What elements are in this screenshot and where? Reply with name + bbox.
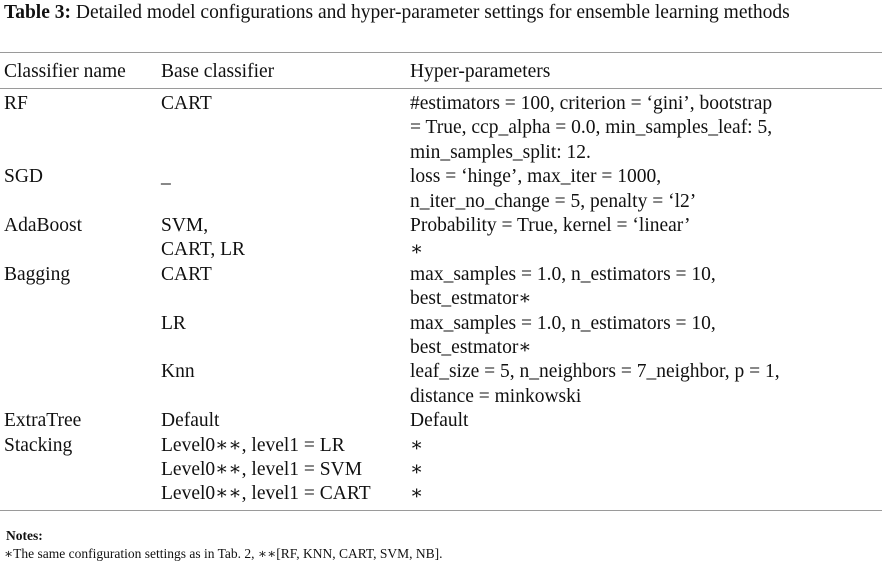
base-classifier-line: LR bbox=[161, 312, 186, 334]
base-classifier-line: CART bbox=[161, 263, 212, 285]
cell-base-classifier bbox=[161, 434, 345, 458]
cell-base-classifier bbox=[161, 458, 362, 482]
table-bottom-rule bbox=[0, 510, 882, 511]
table-row bbox=[0, 312, 884, 361]
cell-classifier-name: Stacking bbox=[4, 434, 73, 456]
header-classifier-name: Classifier name bbox=[4, 61, 126, 82]
table-row bbox=[0, 92, 884, 165]
cell-classifier-name: ExtraTree bbox=[4, 410, 82, 432]
table-body bbox=[0, 92, 884, 507]
table-row bbox=[0, 482, 884, 506]
cell-base-classifier bbox=[161, 165, 171, 189]
cell-hyper-parameters bbox=[410, 360, 860, 409]
table-row bbox=[0, 214, 884, 263]
table-top-rule bbox=[0, 52, 882, 53]
hyper-parameter-line: n_iter_no_change = 5, penalty = ‘l2’ bbox=[410, 190, 697, 212]
hyper-parameter-line: distance = minkowski bbox=[410, 385, 582, 407]
table-row bbox=[0, 409, 884, 433]
cell-hyper-parameters bbox=[410, 92, 860, 165]
hyper-parameter-line: best_estmator∗ bbox=[410, 288, 532, 310]
table-caption bbox=[4, 2, 878, 24]
cell-hyper-parameters bbox=[410, 263, 860, 312]
hyper-parameter-line: max_samples = 1.0, n_estimators = 10, bbox=[410, 312, 716, 334]
cell-hyper-parameters bbox=[410, 434, 860, 458]
table-row bbox=[0, 360, 884, 409]
notes-title: Notes: bbox=[6, 528, 43, 543]
cell-hyper-parameters bbox=[410, 165, 860, 214]
hyper-parameter-line: loss = ‘hinge’, max_iter = 1000, bbox=[410, 166, 662, 188]
hyper-parameter-line: Default bbox=[410, 410, 469, 432]
base-classifier-line: Level0∗∗, level1 = SVM bbox=[161, 458, 363, 480]
table-notes bbox=[4, 527, 874, 563]
base-classifier-line: SVM, bbox=[161, 214, 209, 236]
hyper-parameter-line: min_samples_split: 12. bbox=[410, 141, 591, 163]
cell-hyper-parameters bbox=[410, 214, 860, 263]
hyper-parameter-line: ∗ bbox=[410, 458, 424, 480]
cell-base-classifier bbox=[161, 409, 219, 433]
base-classifier-line: Default bbox=[161, 410, 220, 432]
base-classifier-line: _ bbox=[161, 166, 171, 188]
table-caption-text: Detailed model configurations and hyper-parameter settings for ensemble learning methods bbox=[75, 2, 790, 23]
cell-base-classifier bbox=[161, 482, 371, 506]
hyper-parameter-line: leaf_size = 5, n_neighbors = 7_neighbor, p = 1, bbox=[410, 361, 780, 383]
hyper-parameter-line: ∗ bbox=[410, 434, 424, 456]
table-row bbox=[0, 434, 884, 458]
table-row bbox=[0, 165, 884, 214]
table-row bbox=[0, 458, 884, 482]
cell-base-classifier bbox=[161, 312, 186, 336]
cell-hyper-parameters bbox=[410, 482, 860, 506]
header-base-classifier: Base classifier bbox=[161, 61, 275, 82]
hyper-parameter-line: ∗ bbox=[410, 483, 424, 505]
base-classifier-line: Level0∗∗, level1 = LR bbox=[161, 434, 345, 456]
table-caption-label: Table 3: bbox=[4, 2, 72, 23]
hyper-parameter-line: best_estmator∗ bbox=[410, 336, 532, 358]
cell-hyper-parameters bbox=[410, 409, 860, 433]
cell-base-classifier bbox=[161, 263, 212, 287]
table-row bbox=[0, 263, 884, 312]
cell-classifier-name: AdaBoost bbox=[4, 214, 82, 236]
base-classifier-line: Level0∗∗, level1 = CART bbox=[161, 483, 371, 505]
base-classifier-line: Knn bbox=[161, 361, 195, 383]
header-hyper-parameters: Hyper-parameters bbox=[410, 61, 551, 82]
base-classifier-line: CART, LR bbox=[161, 239, 246, 261]
notes-text: ∗The same configuration settings as in Tab. 2, ∗∗[RF, KNN, CART, SVM, NB]. bbox=[4, 546, 443, 561]
cell-base-classifier bbox=[161, 214, 245, 263]
hyper-parameter-line: = True, ccp_alpha = 0.0, min_samples_leaf: 5, bbox=[410, 117, 773, 139]
hyper-parameter-line: max_samples = 1.0, n_estimators = 10, bbox=[410, 263, 716, 285]
cell-hyper-parameters bbox=[410, 458, 860, 482]
cell-classifier-name: SGD bbox=[4, 166, 44, 188]
table-header-rule bbox=[0, 88, 882, 89]
hyper-parameter-line: #estimators = 100, criterion = ‘gini’, bootstrap bbox=[410, 93, 773, 114]
base-classifier-line: CART bbox=[161, 93, 212, 114]
cell-base-classifier bbox=[161, 92, 212, 116]
cell-classifier-name: RF bbox=[4, 93, 28, 114]
hyper-parameter-line: Probability = True, kernel = ‘linear’ bbox=[410, 214, 691, 236]
cell-hyper-parameters bbox=[410, 312, 860, 361]
hyper-parameter-line: ∗ bbox=[410, 239, 424, 261]
cell-classifier-name: Bagging bbox=[4, 263, 71, 285]
cell-base-classifier bbox=[161, 360, 195, 384]
